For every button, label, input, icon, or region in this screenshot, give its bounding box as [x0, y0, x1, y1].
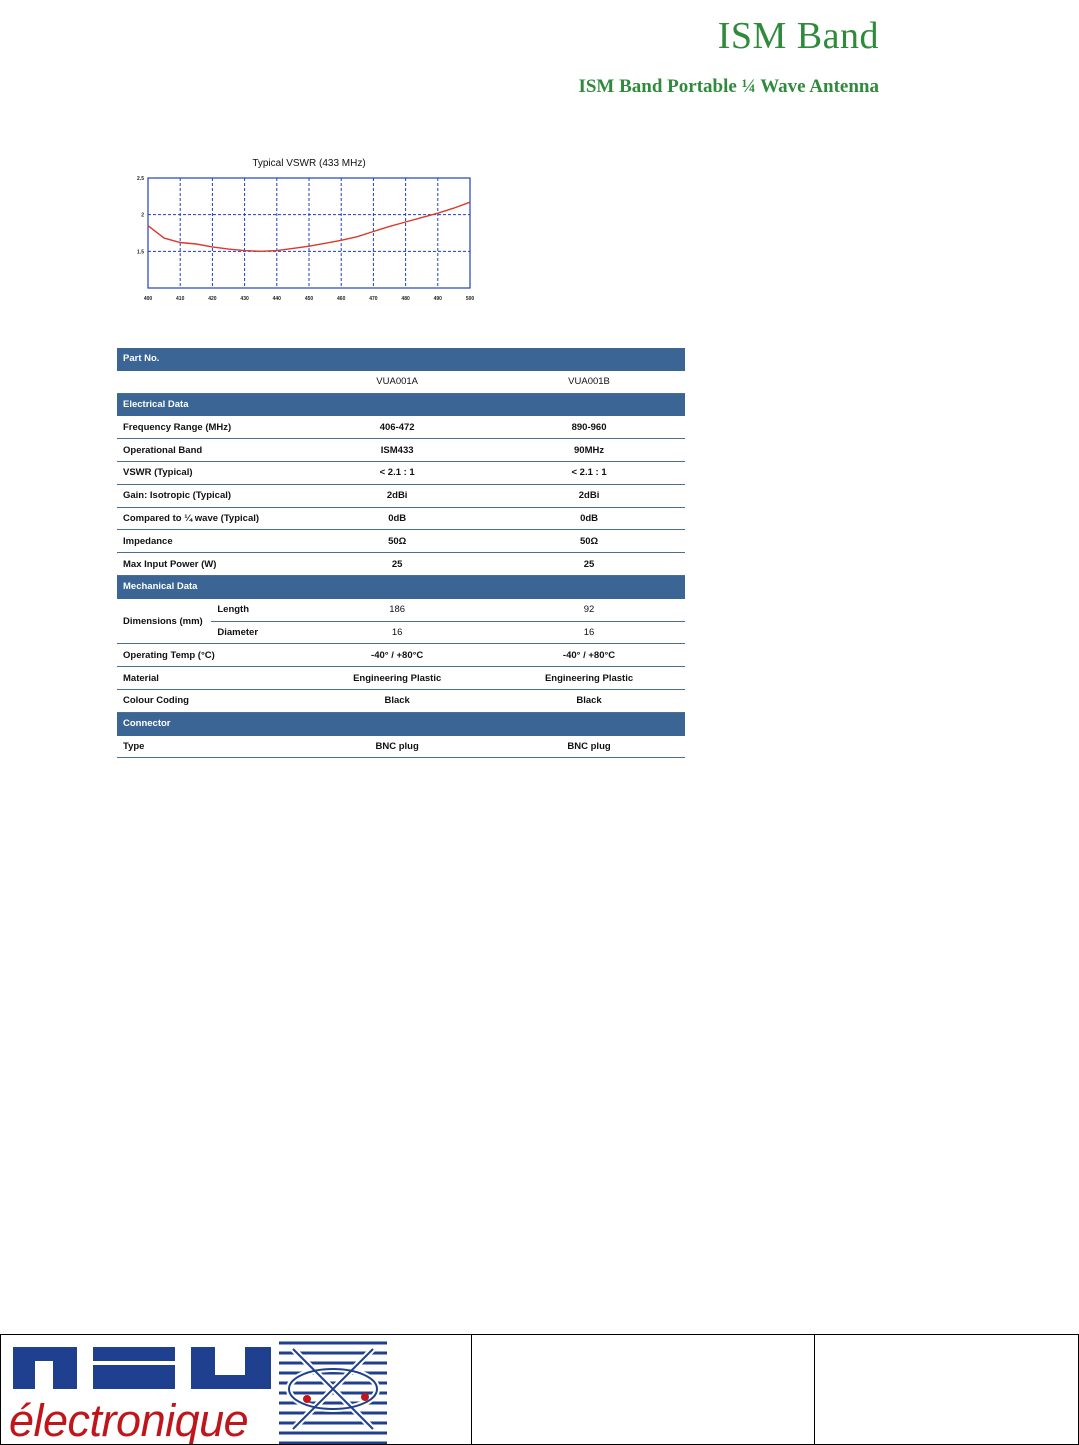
length-label: Length [211, 598, 301, 621]
logo-block [191, 1375, 271, 1389]
mechanical-value-a: -40° / +80°C [301, 644, 493, 667]
logo-block [53, 1361, 77, 1389]
logo-text: électronique [9, 1395, 249, 1444]
mechanical-row [117, 644, 685, 667]
length-a: 186 [301, 598, 493, 621]
logo-block [13, 1347, 77, 1361]
electrical-value-a: 0dB [301, 507, 493, 530]
electrical-param-label: Compared to ¼ wave (Typical) [117, 507, 301, 530]
mechanical-param-label: Colour Coding [117, 689, 301, 712]
y-tick-label: 2 [141, 212, 144, 219]
electrical-param-label: Impedance [117, 530, 301, 553]
electrical-row [117, 530, 685, 553]
mechanical-value-b: -40° / +80°C [493, 644, 685, 667]
section-header-part-no [117, 348, 685, 370]
footer-right-cell [815, 1335, 1078, 1444]
model-row [117, 370, 685, 393]
footer-middle-cell [472, 1335, 815, 1444]
mechanical-value-a: Black [301, 689, 493, 712]
electrical-value-a: ISM433 [301, 439, 493, 462]
diameter-a: 16 [301, 621, 493, 644]
length-b: 92 [493, 598, 685, 621]
electrical-row [117, 553, 685, 576]
mechanical-label: Mechanical Data [117, 575, 685, 598]
spec-table [117, 348, 685, 758]
connector-row [117, 735, 685, 758]
connector-value-b: BNC plug [493, 735, 685, 758]
electrical-param-label: Max Input Power (W) [117, 553, 301, 576]
electrical-row [117, 461, 685, 484]
electrical-value-b: < 2.1 : 1 [493, 461, 685, 484]
model-b: VUA001B [493, 370, 685, 393]
y-tick-label: 1.5 [137, 249, 144, 256]
electrical-row [117, 416, 685, 439]
y-tick-label: 2.5 [137, 176, 144, 182]
page-title: ISM Band [717, 15, 879, 57]
electrical-value-a: 406-472 [301, 416, 493, 439]
x-tick-label: 440 [272, 296, 281, 302]
logo-block [93, 1365, 175, 1389]
x-tick-label: 490 [433, 296, 442, 302]
logo-block [13, 1361, 35, 1389]
vswr-chart [130, 152, 490, 302]
mechanical-value-b: Engineering Plastic [493, 667, 685, 690]
electrical-value-b: 0dB [493, 507, 685, 530]
electrical-value-b: 2dBi [493, 484, 685, 507]
electrical-row [117, 439, 685, 462]
footer [0, 1334, 1079, 1445]
connector-param-label: Type [117, 735, 301, 758]
electrical-row [117, 484, 685, 507]
x-tick-label: 430 [240, 296, 249, 302]
section-header-electrical [117, 393, 685, 416]
electrical-param-label: Operational Band [117, 439, 301, 462]
electrical-value-a: < 2.1 : 1 [301, 461, 493, 484]
electrical-rows [117, 416, 685, 576]
part-no-label: Part No. [117, 348, 685, 370]
x-tick-label: 500 [465, 296, 475, 302]
mechanical-value-b: Black [493, 689, 685, 712]
connector-value-a: BNC plug [301, 735, 493, 758]
company-logo [1, 1335, 472, 1444]
model-row-spacer [117, 370, 301, 393]
x-tick-label: 400 [143, 296, 153, 302]
atom-logo-icon [279, 1335, 387, 1444]
logo-gap [13, 1389, 77, 1393]
connector-rows [117, 735, 685, 758]
mechanical-rows [117, 644, 685, 712]
mechanical-row [117, 667, 685, 690]
electrical-param-label: Gain: Isotropic (Typical) [117, 484, 301, 507]
mechanical-param-label: Material [117, 667, 301, 690]
x-tick-label: 460 [337, 296, 346, 302]
vswr-chart-svg [130, 152, 490, 302]
chart-title: Typical VSWR (433 MHz) [252, 158, 366, 169]
diameter-label: Diameter [211, 621, 301, 644]
x-tick-label: 450 [304, 296, 314, 302]
x-tick-label: 410 [176, 296, 185, 302]
section-header-mechanical [117, 575, 685, 598]
electrical-param-label: VSWR (Typical) [117, 461, 301, 484]
electrical-value-b: 90MHz [493, 439, 685, 462]
logo-block [191, 1347, 215, 1375]
electrical-value-b: 890-960 [493, 416, 685, 439]
logo-block [93, 1347, 175, 1361]
electrical-label: Electrical Data [117, 393, 685, 416]
mechanical-param-label: Operating Temp (°C) [117, 644, 301, 667]
page-subtitle: ISM Band Portable ¼ Wave Antenna [578, 76, 879, 97]
electrical-value-a: 2dBi [301, 484, 493, 507]
mechanical-row [117, 689, 685, 712]
electrical-value-b: 50Ω [493, 530, 685, 553]
x-tick-label: 480 [401, 296, 410, 302]
electrical-value-a: 25 [301, 553, 493, 576]
connector-label: Connector [117, 712, 685, 735]
section-header-connector [117, 712, 685, 735]
electrical-row [117, 507, 685, 530]
x-tick-label: 420 [208, 296, 217, 302]
logo-block [245, 1347, 271, 1375]
x-tick-label: 470 [369, 296, 378, 302]
model-a: VUA001A [301, 370, 493, 393]
mechanical-value-a: Engineering Plastic [301, 667, 493, 690]
electrical-value-a: 50Ω [301, 530, 493, 553]
dimension-length-row [117, 598, 685, 621]
dimensions-label: Dimensions (mm) [117, 598, 211, 644]
diameter-b: 16 [493, 621, 685, 644]
electrical-value-b: 25 [493, 553, 685, 576]
electrical-param-label: Frequency Range (MHz) [117, 416, 301, 439]
